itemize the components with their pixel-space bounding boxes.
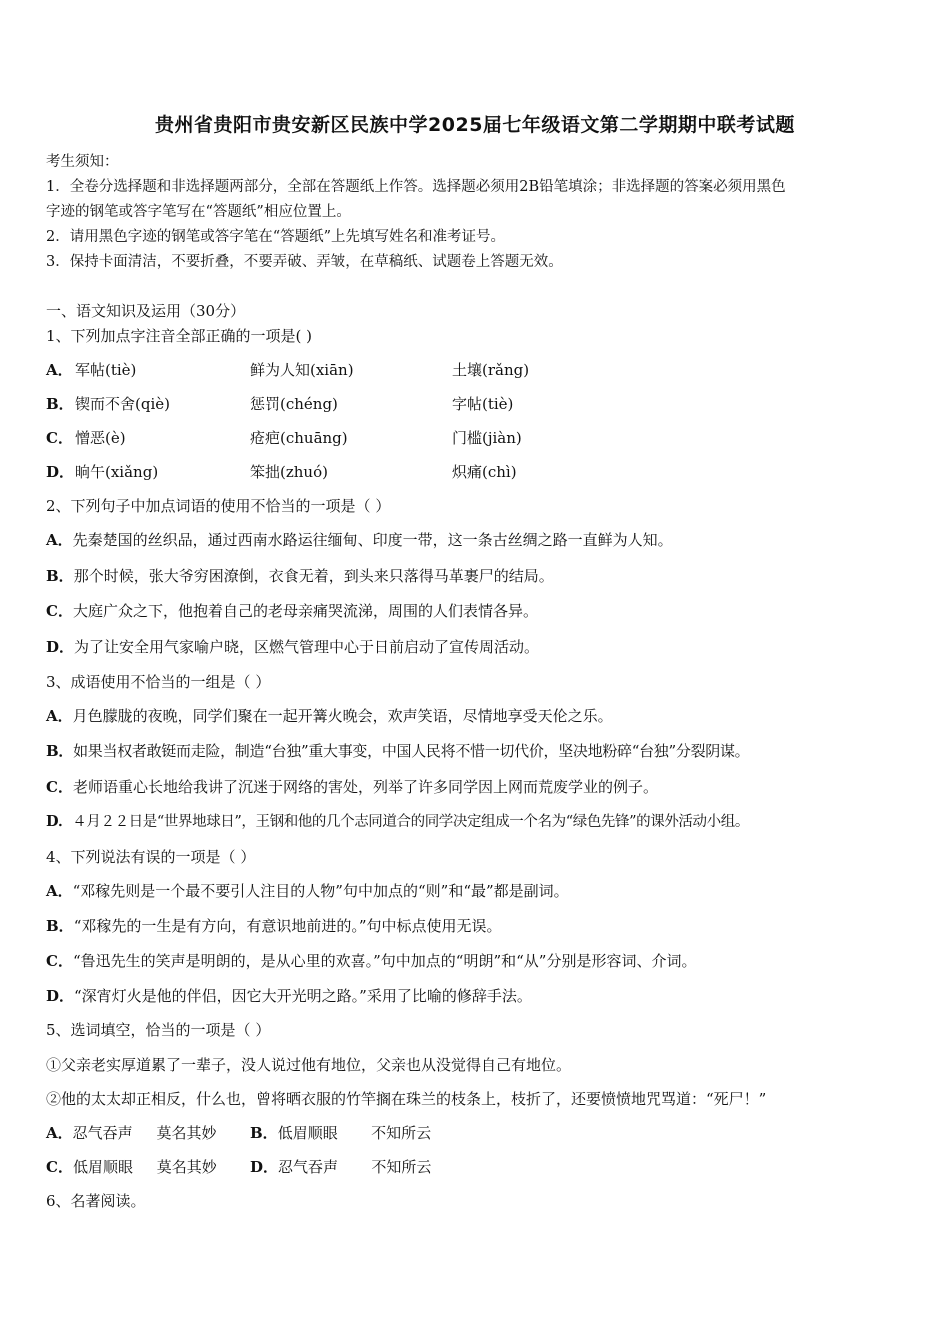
q1-option-b-item-2: 惩罚(chéng) [250, 395, 338, 413]
q1-option-b-item-3: 字帖(tiè) [452, 395, 514, 413]
q5-option-a-label: A． [46, 1124, 73, 1142]
notice-line-1: 1．全卷分选择题和非选择题两部分，全部在答题纸上作答。选择题必须用2B铅笔填涂；非选择题的答案必须用黑色 [46, 179, 786, 195]
q3-option-d [46, 812, 749, 832]
q2-option-d-text: 为了让安全用气家喻户晓，区燃气管理中心于日前启动了宣传周活动。 [74, 638, 540, 656]
q3-option-b [46, 741, 749, 761]
q5-option-c [46, 1157, 217, 1177]
q4-option-c [46, 951, 696, 971]
q5-option-d-text: 忍气吞声 不知所云 [278, 1158, 432, 1176]
q4-option-a [46, 881, 569, 901]
q1-option-d-item-1: 晌午(xiǎng) [75, 463, 159, 481]
q2-option-a-label: A． [46, 531, 73, 549]
q4-option-c-text: “鲁迅先生的笑声是明朗的，是从心里的欢喜。”句中加点的“明朗”和“从”分别是形容词、介词。 [72, 952, 697, 970]
q1-stem: 1、下列加点字注音全部正确的一项是( ) [46, 327, 313, 345]
q4-stem: 4、下列说法有误的一项是（ ） [46, 848, 256, 866]
q2-option-b-label: B． [46, 567, 74, 585]
q2-option-b-text: 那个时候，张大爷穷困潦倒，衣食无着，到头来只落得马革裹尸的结局。 [73, 567, 554, 585]
q3-option-c-text: 老师语重心长地给我讲了沉迷于网络的害处，列举了许多同学因上网而荒废学业的例子。 [72, 778, 658, 796]
q2-option-a-text: 先秦楚国的丝织品，通过西南水路运往缅甸、印度一带，这一条古丝绸之路一直鲜为人知。 [72, 531, 673, 549]
q1-option-c-item-3: 门槛(jiàn) [452, 429, 522, 447]
q5-option-a [46, 1123, 216, 1143]
q5-option-b-text: 低眉顺眼 不知所云 [277, 1124, 432, 1142]
page-title: 贵州省贵阳市贵安新区民族中学2025届七年级语文第二学期期中联考试题 [155, 114, 795, 136]
q1-option-c-label: C． [46, 429, 73, 447]
q3-option-d-text: ４月２２日是“世界地球日”，王钢和他的几个志同道合的同学决定组成一个名为“绿色先锋”的课外活动小组。 [72, 814, 749, 830]
q1-option-a-item-1: 军帖(tiè) [75, 361, 137, 379]
notice-line-2: 字迹的钢笔或答字笔写在“答题纸”相应位置上。 [46, 204, 351, 220]
q1-option-b-item-1: 锲而不舍(qiè) [75, 395, 170, 413]
q3-stem: 3、成语使用不恰当的一组是（ ） [46, 673, 271, 691]
q1-option-d-item-3: 炽痛(chì) [452, 463, 517, 481]
notice-line-3: 2．请用黑色字迹的钢笔或答字笔在“答题纸”上先填写姓名和准考证号。 [46, 229, 506, 245]
q3-option-c [46, 777, 658, 797]
q1-option-a-item-2: 鲜为人知(xiān) [250, 361, 354, 379]
q2-option-b [46, 566, 554, 586]
q1-option-a-item-3: 土壤(rǎng) [452, 361, 530, 379]
q1-option-c-item-1: 憎恶(è) [75, 429, 126, 447]
q3-option-b-text: 如果当权者敢铤而走险，制造“台独”重大事变，中国人民将不惜一切代价，坚决地粉碎“台独”分裂阴谋。 [73, 742, 750, 760]
q2-option-c-text: 大庭广众之下，他抱着自己的老母亲痛哭流涕，周围的人们表情各异。 [72, 602, 538, 620]
q4-option-c-label: C． [46, 952, 73, 970]
q4-option-d-text: “深宵灯火是他的伴侣，因它大开光明之路。”采用了比喻的修辞手法。 [74, 987, 532, 1005]
q4-option-b-label: B． [46, 917, 74, 935]
section-heading: 一、语文知识及运用（30分） [46, 302, 246, 320]
q2-option-c [46, 601, 538, 621]
q4-option-b [46, 916, 502, 936]
q5-option-d [250, 1157, 431, 1177]
q4-option-a-label: A． [46, 882, 73, 900]
q2-option-d [46, 637, 539, 657]
q2-stem: 2、下列句子中加点词语的使用不恰当的一项是（ ） [46, 497, 391, 515]
q5-option-c-text: 低眉顺眼 莫名其妙 [72, 1158, 217, 1176]
q5-option-b [250, 1123, 431, 1143]
q4-option-b-text: “邓稼先的一生是有方向，有意识地前进的。”句中标点使用无误。 [73, 917, 502, 935]
q2-option-a [46, 530, 673, 550]
q5-option-b-label: B． [250, 1124, 278, 1142]
q1-option-b-label: B． [46, 395, 74, 413]
q3-option-a-text: 月色朦胧的夜晚，同学们聚在一起开篝火晚会，欢声笑语，尽情地享受天伦之乐。 [72, 707, 613, 725]
q5-sentence-2: ②他的太太却正相反，什么也，曾将晒衣服的竹竿搁在珠兰的枝条上，枝折了，还要愤愤地咒骂道：“死尸！” [46, 1090, 767, 1108]
q3-option-d-label: D． [46, 813, 73, 830]
q2-option-d-label: D． [46, 638, 75, 656]
q4-option-d [46, 986, 532, 1006]
q5-stem: 5、选词填空，恰当的一项是（ ） [46, 1021, 271, 1039]
q3-option-c-label: C． [46, 778, 73, 796]
q6-stem: 6、名著阅读。 [46, 1192, 146, 1210]
notice-heading: 考生须知： [46, 154, 119, 170]
q3-option-a-label: A． [46, 707, 73, 725]
q3-option-a [46, 706, 613, 726]
q1-option-d-item-2: 笨拙(zhuó) [250, 463, 328, 481]
q1-option-c-item-2: 疮疤(chuāng) [250, 429, 348, 447]
q5-option-d-label: D． [250, 1158, 279, 1176]
q2-option-c-label: C． [46, 602, 73, 620]
q1-option-a-label: A． [46, 361, 73, 379]
q4-option-a-text: “邓稼先则是一个最不要引人注目的人物”句中加点的“则”和“最”都是副词。 [72, 882, 569, 900]
notice-line-4: 3．保持卡面清洁，不要折叠，不要弄破、弄皱，在草稿纸、试题卷上答题无效。 [46, 254, 563, 270]
q5-sentence-1: ①父亲老实厚道累了一辈子，没人说过他有地位，父亲也从没觉得自己有地位。 [46, 1056, 572, 1074]
q5-option-c-label: C． [46, 1158, 73, 1176]
q4-option-d-label: D． [46, 987, 75, 1005]
q1-option-d-label: D． [46, 463, 75, 481]
q3-option-b-label: B． [46, 742, 74, 760]
q5-option-a-text: 忍气吞声 莫名其妙 [72, 1124, 217, 1142]
